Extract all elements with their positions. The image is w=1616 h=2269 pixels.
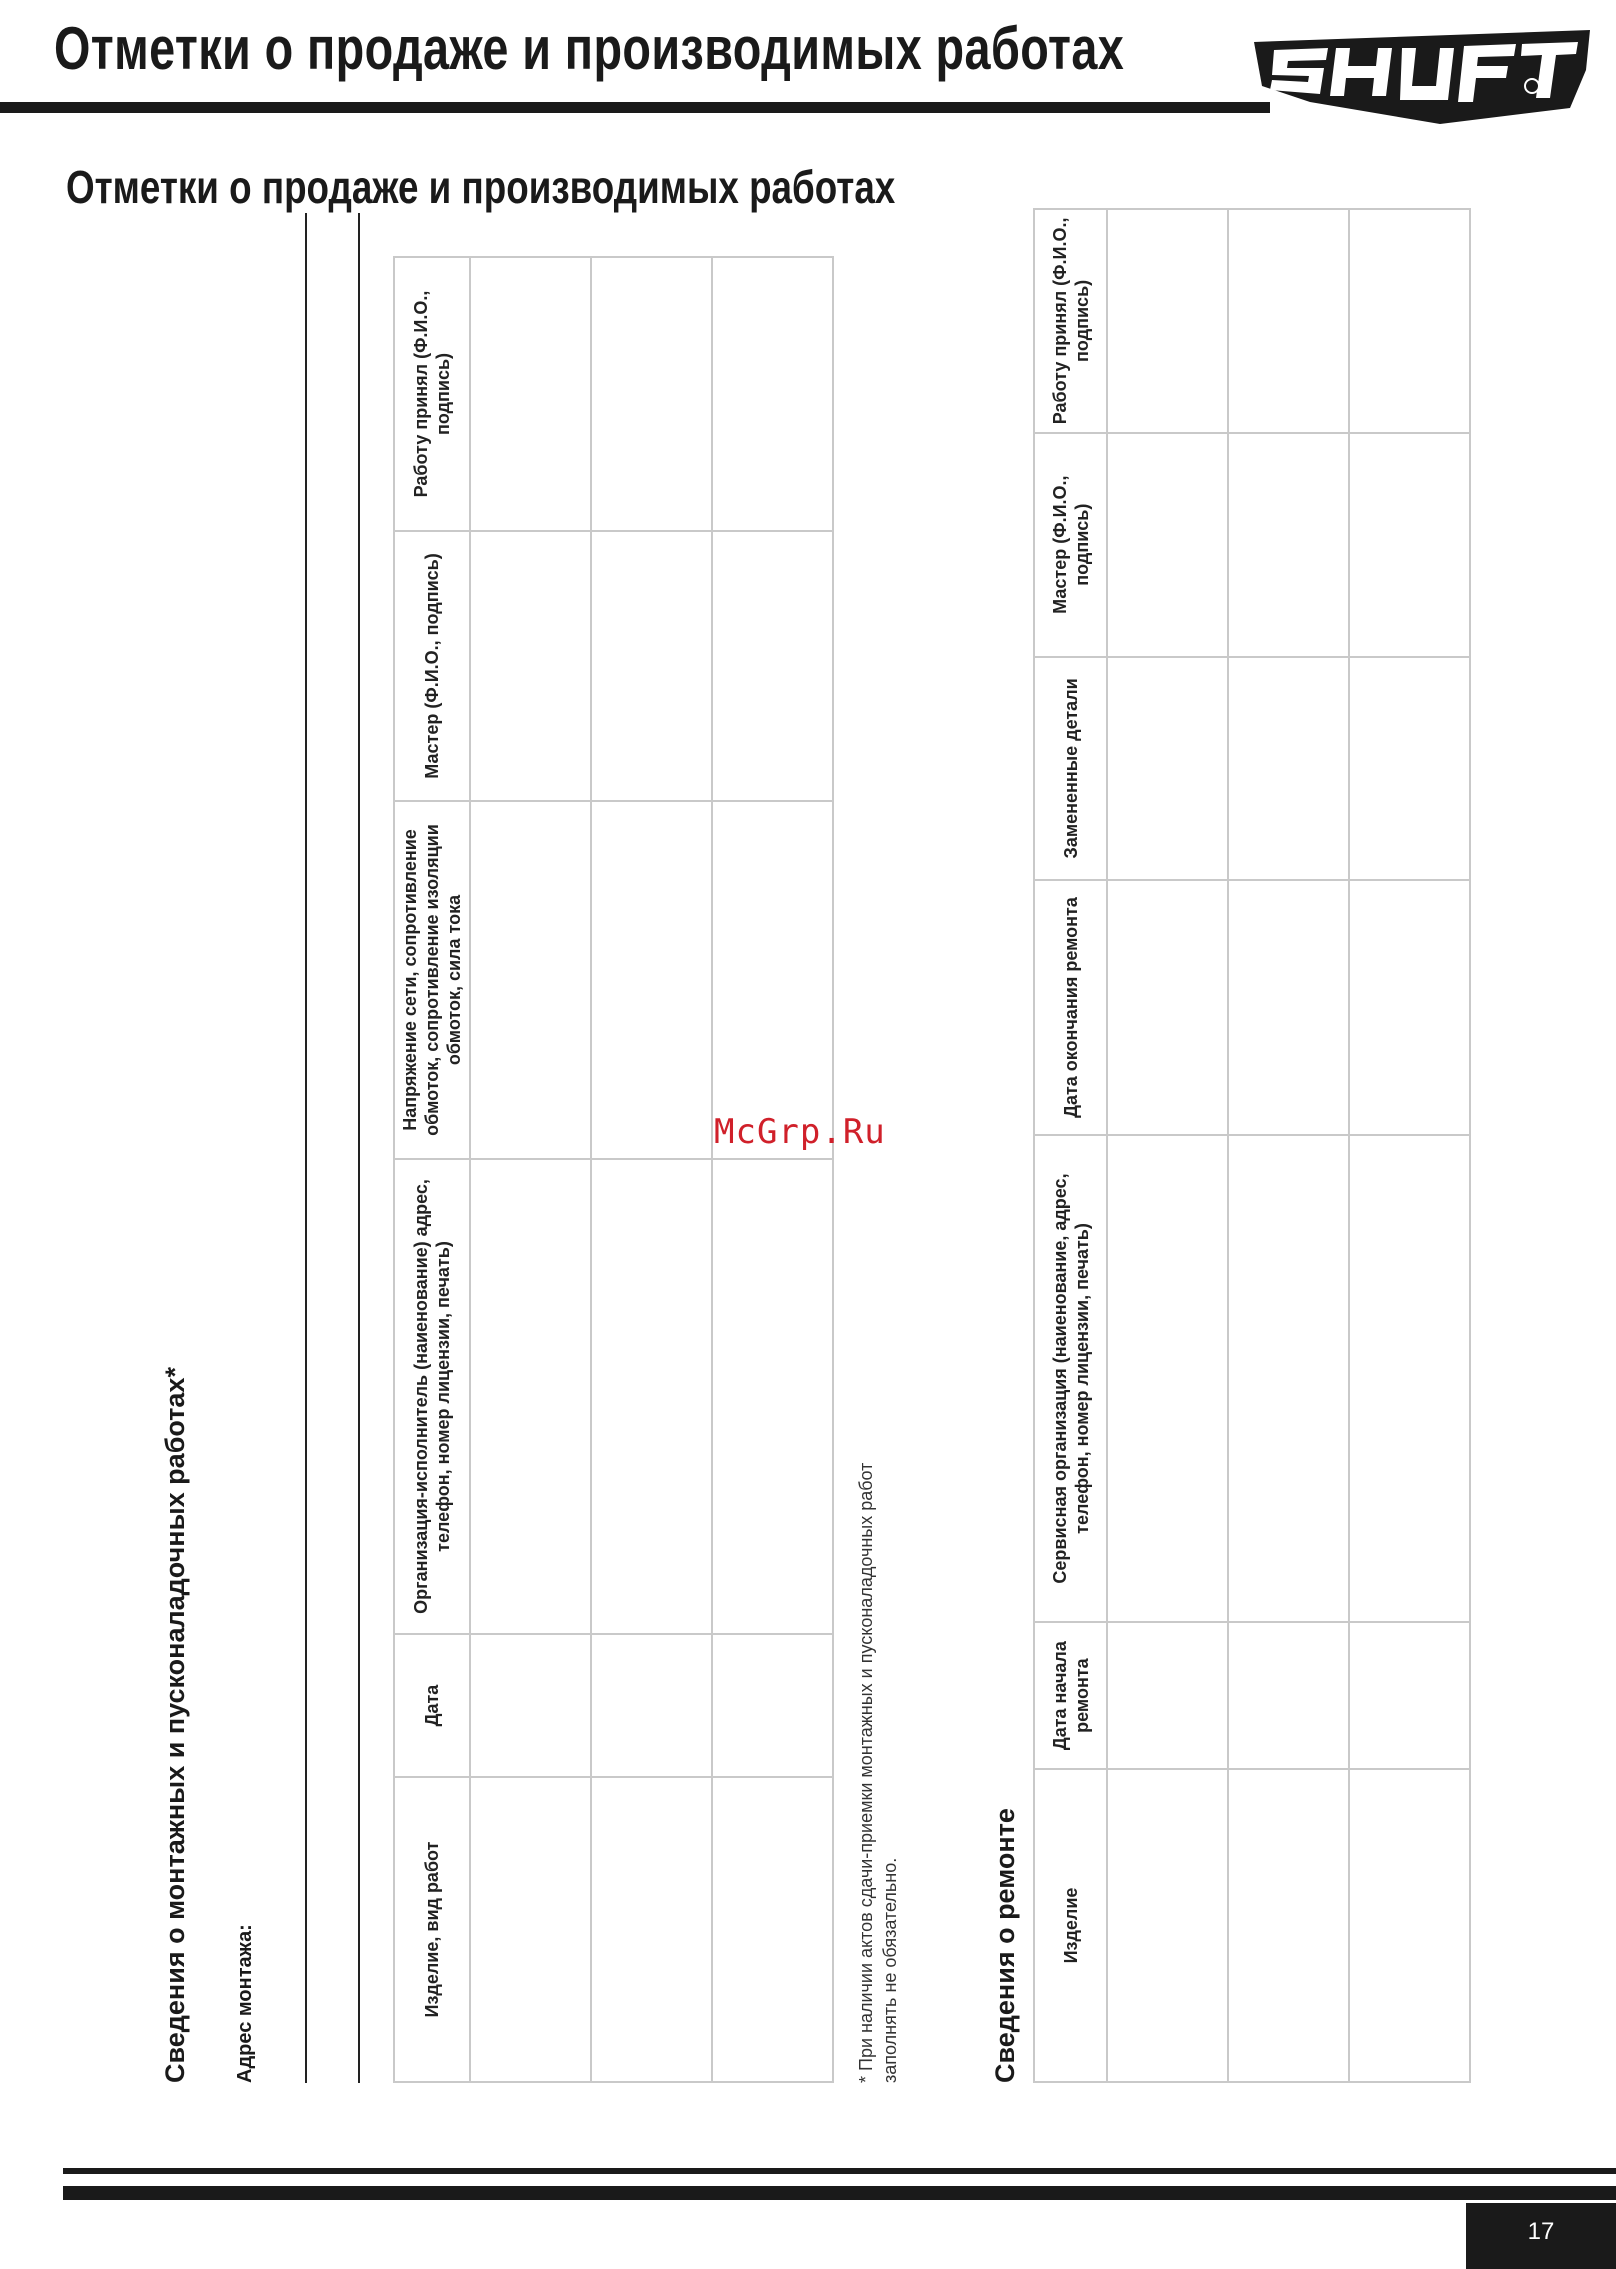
table-cell[interactable]	[591, 257, 712, 531]
mounting-address-label: Адрес монтажа:	[234, 1924, 256, 2083]
table-cell[interactable]	[470, 1777, 591, 2082]
table-cell[interactable]	[712, 801, 833, 1159]
table-cell[interactable]	[1349, 880, 1470, 1135]
column-header: Работу принял (Ф.И.О., подпись)	[1034, 209, 1107, 433]
table-cell[interactable]	[712, 1159, 833, 1634]
table-cell[interactable]	[1107, 1622, 1228, 1769]
table-cell[interactable]	[1349, 657, 1470, 881]
repair-header-row	[1034, 209, 1107, 2082]
table-cell[interactable]	[1349, 433, 1470, 657]
table-cell[interactable]	[470, 1159, 591, 1634]
address-line[interactable]	[358, 213, 360, 2083]
table-cell[interactable]	[470, 1634, 591, 1777]
column-header: Мастер (Ф.И.О., подпись)	[394, 531, 470, 801]
address-line[interactable]	[305, 213, 307, 2083]
page-header-title: Отметки о продаже и производимых работах	[54, 15, 1125, 82]
table-row	[1349, 209, 1470, 2082]
table-cell[interactable]	[1228, 880, 1349, 1135]
column-header: Изделие, вид работ	[394, 1777, 470, 2082]
column-header: Напряжение сети, сопротивление обмоток, сопротивление изоляции обмоток, сила тока	[394, 801, 470, 1159]
table-row	[470, 257, 591, 2082]
table-cell[interactable]	[591, 1159, 712, 1634]
column-header: Мастер (Ф.И.О., подпись)	[1034, 433, 1107, 657]
table-cell[interactable]	[591, 1777, 712, 2082]
column-header: Дата окончания ремонта	[1034, 880, 1107, 1135]
table-cell[interactable]	[470, 801, 591, 1159]
table-row	[1107, 209, 1228, 2082]
column-header: Сервисная организация (наиенование, адрес, телефон, номер лицензии, печать)	[1034, 1135, 1107, 1622]
table-cell[interactable]	[1107, 657, 1228, 881]
table-cell[interactable]	[1349, 1769, 1470, 2082]
page-number: 17	[1527, 2218, 1555, 2245]
column-header: Дата начала ремонта	[1034, 1622, 1107, 1769]
table-cell[interactable]	[1228, 1769, 1349, 2082]
column-header: Изделие	[1034, 1769, 1107, 2082]
table-cell[interactable]	[712, 257, 833, 531]
table-cell[interactable]	[712, 531, 833, 801]
table-row	[591, 257, 712, 2082]
table-cell[interactable]	[1107, 1769, 1228, 2082]
repair-section-title: Сведения о ремонте	[990, 1808, 1020, 2083]
table-cell[interactable]	[1228, 1135, 1349, 1622]
column-header: Работу принял (Ф.И.О., подпись)	[394, 257, 470, 531]
table-cell[interactable]	[1228, 1622, 1349, 1769]
column-header: Дата	[394, 1634, 470, 1777]
footer-rule	[63, 2186, 1616, 2200]
table-cell[interactable]	[1228, 433, 1349, 657]
footer-rule	[63, 2168, 1616, 2174]
table-cell[interactable]	[1107, 433, 1228, 657]
table-cell[interactable]	[1107, 209, 1228, 433]
mounting-section-title: Сведения о монтажных и пусконаладочных работах*	[160, 1367, 190, 2083]
column-header: Замененные детали	[1034, 657, 1107, 881]
table-cell[interactable]	[1349, 209, 1470, 433]
table-cell[interactable]	[591, 1634, 712, 1777]
table-cell[interactable]	[1228, 657, 1349, 881]
table-cell[interactable]	[712, 1634, 833, 1777]
table-row	[1228, 209, 1349, 2082]
table-cell[interactable]	[591, 801, 712, 1159]
table-cell[interactable]	[470, 257, 591, 531]
mounting-table	[393, 256, 834, 2083]
table-cell[interactable]	[1228, 209, 1349, 433]
column-header: Организация-исполнитель (наиенование) адрес, телефон, номер лицензии, печать)	[394, 1159, 470, 1634]
table-cell[interactable]	[1107, 880, 1228, 1135]
table-cell[interactable]	[1349, 1622, 1470, 1769]
rotated-form	[0, 217, 1400, 2135]
section-title: Отметки о продаже и производимых работах	[66, 161, 896, 213]
shuft-logo	[1240, 24, 1600, 128]
table-cell[interactable]	[1107, 1135, 1228, 1622]
table-row	[712, 257, 833, 2082]
table-cell[interactable]	[712, 1777, 833, 2082]
watermark: McGrp.Ru	[714, 1112, 886, 1152]
repair-table	[1033, 208, 1471, 2083]
table-cell[interactable]	[470, 531, 591, 801]
table-cell[interactable]	[591, 531, 712, 801]
table-cell[interactable]	[1349, 1135, 1470, 1622]
mounting-footnote: * При наличии актов сдачи-приемки монтажных и пусконаладочных работ заполнять не обязательно.	[856, 1462, 900, 2083]
header-rule	[0, 102, 1270, 113]
mounting-header-row	[394, 257, 470, 2082]
